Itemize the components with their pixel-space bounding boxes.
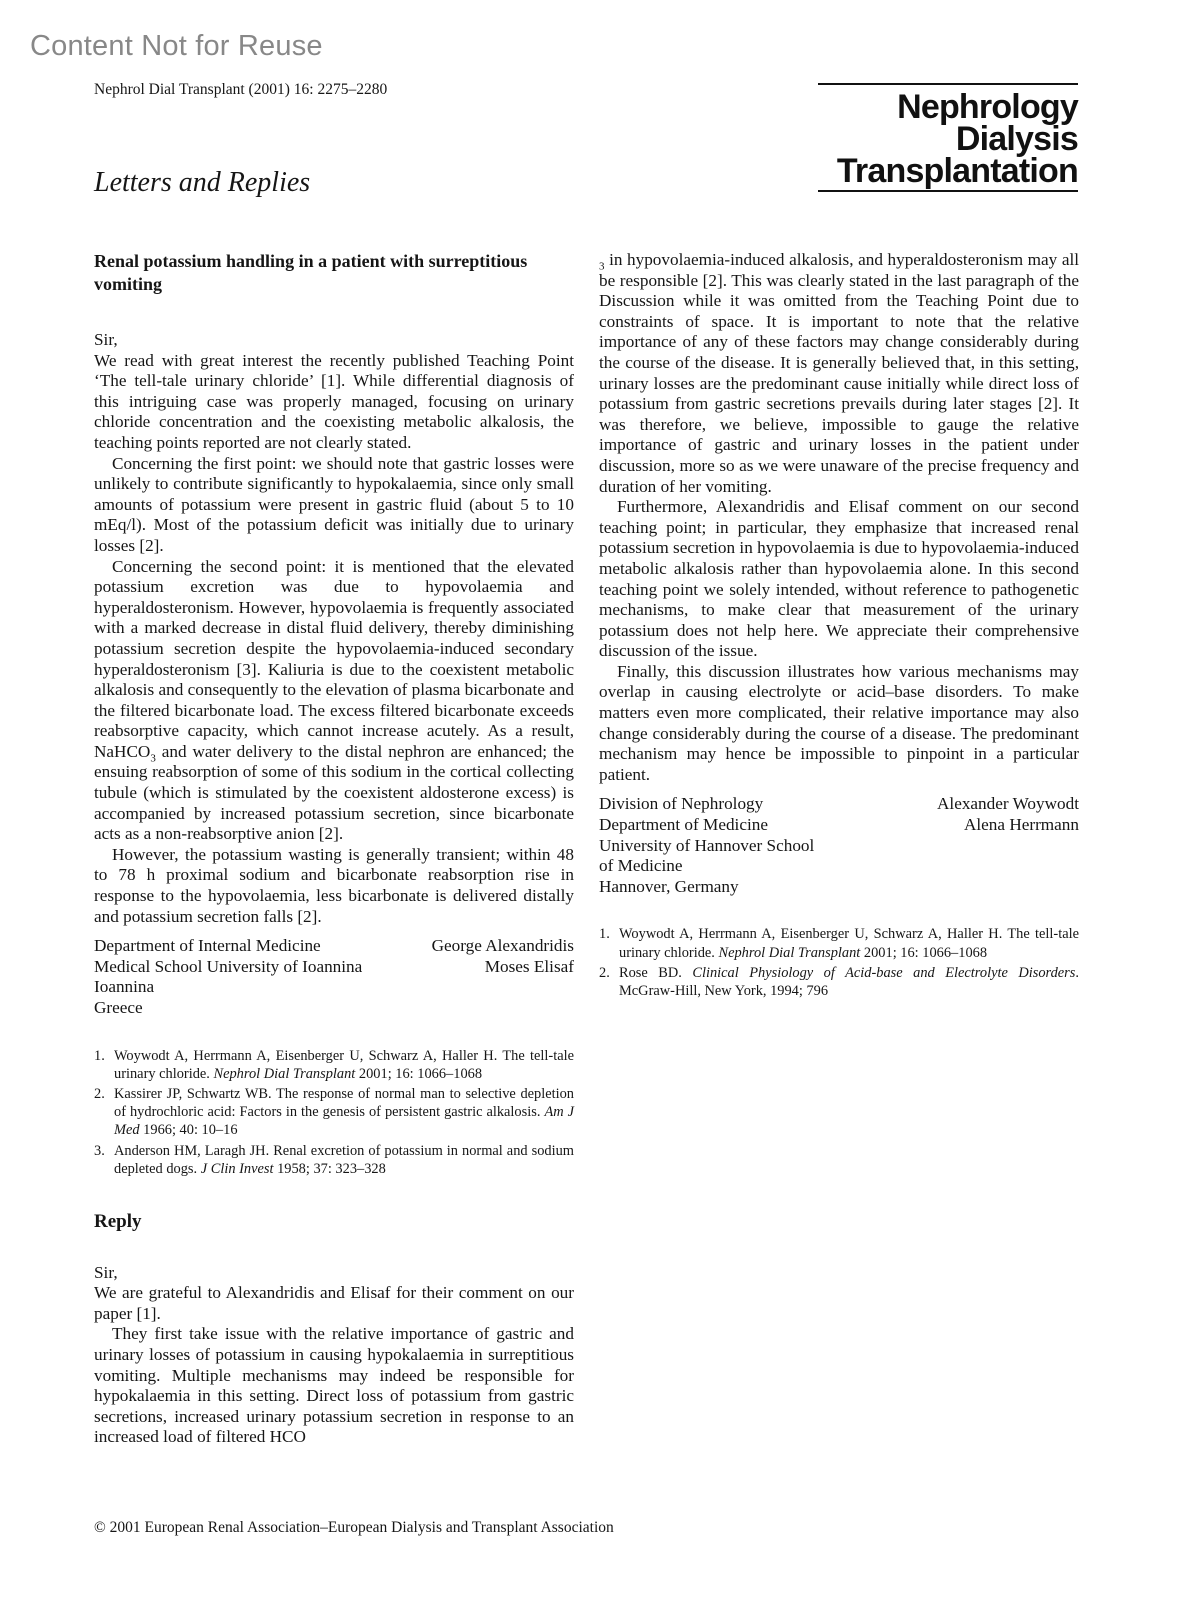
letter-salutation: Sir, (94, 330, 118, 349)
reply-salutation: Sir, (94, 1262, 118, 1282)
reply-signature (599, 794, 1079, 897)
reference-item: 2. Rose BD. Clinical Physiology of Acid-base and Electrolyte Disorders. McGraw-Hill, New York, 1994; 796 (599, 964, 1079, 1000)
reply-paragraph: Finally, this discussion illustrates how various mechanisms may overlap in causing electrolyte or acid–base disorders. To make matters even more complicated, their relative importance may also change considerably during the course of a disease. The predominant mechanism may hence be impossible to pinpoint in a particular patient. (599, 661, 1079, 784)
reference-item: 2. Kassirer JP, Schwartz WB. The response of normal man to selective depletion of hydrochloric acid: Factors in the genesis of persistent gastric alkalosis. Am J Med 1966; 40: 10–16 (94, 1086, 575, 1139)
reply-heading: Reply (94, 1211, 142, 1233)
right-column (599, 250, 1079, 1002)
journal-name-line: Dialysis (955, 120, 1078, 158)
letter-references (94, 1047, 574, 1178)
left-column (94, 250, 574, 1448)
reference-item: 1. Woywodt A, Herrmann A, Eisenberger U, Schwarz A, Haller H. The tell-tale urinary chloride. Nephrol Dial Transplant 2001; 16: 1066–1068 (94, 1047, 574, 1082)
reply-references (599, 925, 1079, 1000)
reply-paragraph-start: They first take issue with the relative importance of gastric and urinary losses of potassium in causing hypokalaemia in surreptitious vomiting. Multiple mechanisms may indeed be responsible for hypokalaemia in this setting. Direct loss of potassium from gastric secretions, increased urinary potassium secretion in response to an increased load of filtered HCO (94, 1324, 574, 1447)
watermark: Content Not for Reuse (30, 30, 323, 62)
letter-paragraph: Concerning the first point: we should note that gastric losses were unlikely to contribute significantly to hypokalaemia, since only small amounts of potassium were present in gastric fluid (about 5 to 10 mEq/l). Most of the potassium deficit was initially due to urinary losses [2]. (94, 453, 574, 555)
journal-name-line: Nephrology (897, 88, 1078, 126)
journal-logo (818, 83, 1078, 192)
letter-affiliation: Department of Internal Medicine Medical School University of Ioannina Ioannina Greece (94, 936, 363, 1017)
reply-paragraph-continued: $_3$ in hypovolaemia-induced alkalosis, and hyperaldosteronism may all be responsible [2]. This was clearly stated in the last paragraph of the Discussion while it was omitted from the Teaching Point due to constraints of space. It is important to note that the relative importance of any of these factors may change considerably during the course of the disease. It is generally believed that, in this setting, urinary losses are the predominant cause initially while direct loss of potassium from gastric secretions prevails during later stages [2]. It was therefore, we believe, impossible to gauge the relative importance of gastric and urinary losses in the patient under discussion, more so as we were unaware of the precise frequency and duration of her vomiting. (599, 250, 1079, 496)
section-title: Letters and Replies (94, 167, 311, 198)
letter-title: Renal potassium handling in a patient with surreptitious vomiting (94, 251, 528, 294)
letter-authors: George Alexandridis Moses Elisaf (431, 936, 574, 976)
reply-paragraph: We are grateful to Alexandridis and Elisaf for their comment on our paper [1]. (94, 1283, 574, 1323)
reply-affiliation: Division of Nephrology Department of Medicine University of Hannover School of Medicine Hannover, Germany (599, 794, 815, 896)
letter-signature (94, 936, 574, 1018)
journal-name-line: Transplantation (836, 152, 1078, 190)
letter-paragraph: However, the potassium wasting is generally transient; within 48 to 78 h proximal sodium and bicarbonate reabsorption rise in response to the hypovolaemia, less bicarbonate is delivered distally and potassium secretion falls [2]. (94, 844, 574, 926)
copyright-footer: © 2001 European Renal Association–European Dialysis and Transplant Association (94, 1519, 614, 1536)
reference-item: 3. Anderson HM, Laragh JH. Renal excretion of potassium in normal and sodium depleted dogs. J Clin Invest 1958; 37: 323–328 (94, 1142, 574, 1177)
journal-citation: Nephrol Dial Transplant (2001) 16: 2275–2280 (94, 81, 388, 98)
letter-paragraph: Concerning the second point: it is mentioned that the elevated potassium excretion was due to hypovolaemia and hyperaldosteronism. However, hypovolaemia is frequently associated with a marked decrease in distal fluid delivery, thereby diminishing potassium secretion despite the hypovolaemia-induced secondary hyperaldosteronism [3]. Kaliuria is due to the coexistent metabolic alkalosis and consequently to the elevation of plasma bicarbonate and the filtered bicarbonate load. The excess filtered bicarbonate exceeds reabsorptive capacity, which cannot increase acutely. As a result, NaHCO$_3$ and water delivery to the distal nephron are enhanced; the ensuing reabsorption of some of this sodium in the cortical collecting tubule (which is stimulated by the coexistent aldosterone excess) is accompanied by increased potassium secretion, since bicarbonate acts as a non-reabsorptive anion [2]. (94, 556, 574, 844)
reply-authors: Alexander Woywodt Alena Herrmann (937, 794, 1079, 835)
letter-paragraph: We read with great interest the recently published Teaching Point ‘The tell-tale urinary chloride’ [1]. While differential diagnosis of this intriguing case was properly managed, focusing on urinary chloride concentration and the coexisting metabolic alkalosis, the teaching points reported are not clearly stated. (94, 350, 574, 452)
reference-item: 1. Woywodt A, Herrmann A, Eisenberger U, Schwarz A, Haller H. The tell-tale urinary chloride. Nephrol Dial Transplant 2001; 16: 1066–1068 (599, 926, 1079, 961)
reply-paragraph: Furthermore, Alexandridis and Elisaf comment on our second teaching point; in particular, they emphasize that increased renal potassium secretion in hypovolaemia is due to hypovolaemia-induced metabolic alkalosis rather than hypovolaemia alone. In this second teaching point we solely intended, without reference to pathogenetic mechanisms, to make clear that measurement of the urinary potassium does not help here. We appreciate their comprehensive discussion of the issue. (599, 497, 1079, 661)
